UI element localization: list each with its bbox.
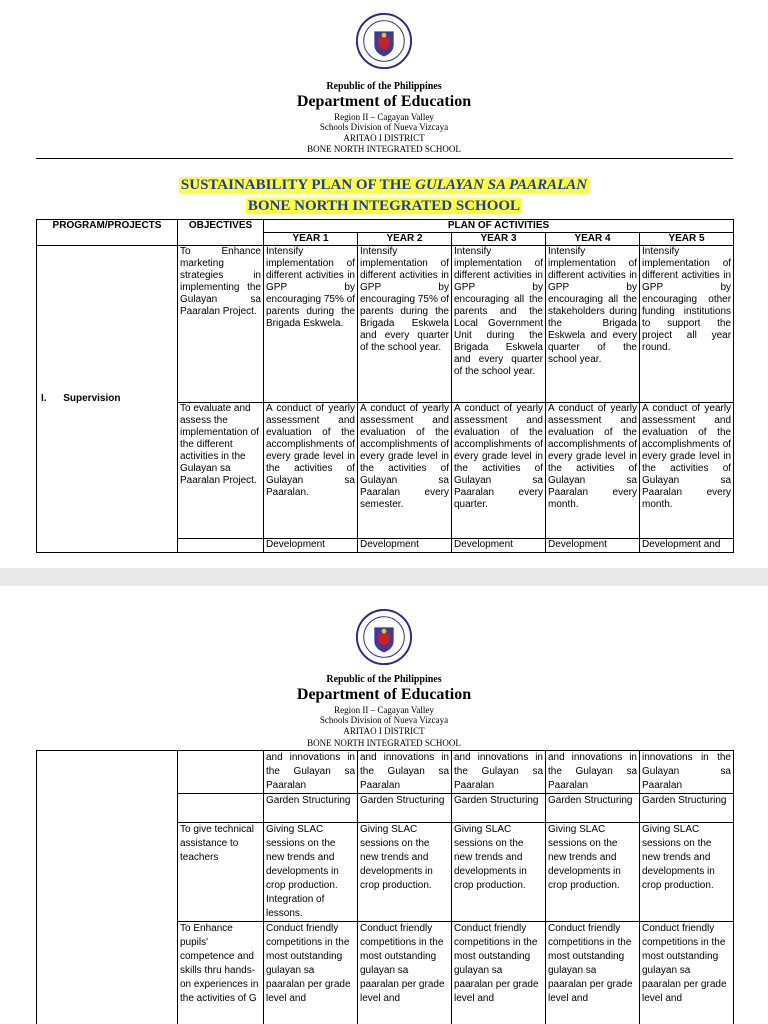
year-1-cell: Intensify implementation of different activities in GPP by encouraging 75% of parents during the Brigada Eskwela.: [264, 246, 358, 403]
year-3-header: YEAR 3: [452, 233, 546, 246]
year-1-cell: Development: [264, 539, 358, 553]
year-5-header: YEAR 5: [640, 233, 734, 246]
objective-cell: [178, 751, 264, 794]
year-4-cell: Giving SLAC sessions on the new trends and developments in crop production.: [546, 823, 640, 922]
year-5-cell: Development and: [640, 539, 734, 553]
year-1-cell: Giving SLAC sessions on the new trends and developments in crop production. Integration of lessons.: [264, 823, 358, 922]
program-cell: [37, 246, 178, 553]
objectives-header: OBJECTIVES: [178, 220, 264, 246]
year-5-cell: Giving SLAC sessions on the new trends and developments in crop production.: [640, 823, 734, 922]
year-3-cell: A conduct of yearly assessment and evaluation of the accomplishments of every grade level in the activities of Gulayan sa Paaralan every quarter.: [452, 403, 546, 539]
department-title: Department of Education: [296, 686, 472, 703]
objective-cell: To give technical assistance to teachers: [178, 823, 264, 922]
plan-subtitle-text: BONE NORTH INTEGRATED SCHOOL: [247, 198, 521, 214]
district-label: ARITAO I DISTRICT: [343, 133, 425, 143]
year-4-cell: Conduct friendly competitions in the most outstanding gulayan sa paaralan per grade level and: [546, 922, 640, 1024]
sustainability-plan-table-continued: [36, 750, 734, 1024]
year-2-cell: Giving SLAC sessions on the new trends and developments in crop production.: [358, 823, 452, 922]
objective-cell: To Enhance pupils' competence and skills thru hands-on experiences in the activities of G: [178, 922, 264, 1024]
objective-cell: To Enhance marketing strategies in implementing the Gulayan sa Paaralan Project.: [178, 246, 264, 403]
year-3-cell: Development: [452, 539, 546, 553]
year-2-cell: Intensify implementation of different activities in GPP by encouraging 75% of parents during the Brigada Eskwela and every quarter of the school year.: [358, 246, 452, 403]
header-divider: [36, 158, 733, 159]
year-1-cell: and innovations in the Gulayan sa Paaralan: [264, 751, 358, 794]
year-2-cell: and innovations in the Gulayan sa Paaralan: [358, 751, 452, 794]
year-3-cell: Intensify implementation of different activities in GPP by encouraging all the parents and the Local Government Unit during the Brigada Eskwela and every quarter of the school year.: [452, 246, 546, 403]
objective-cell: [178, 539, 264, 553]
program-name: Supervision: [63, 393, 121, 404]
objective-cell: [178, 794, 264, 823]
year-3-cell: Garden Structuring: [452, 794, 546, 823]
deped-seal-icon: [355, 12, 413, 70]
year-2-header: YEAR 2: [358, 233, 452, 246]
school-label: BONE NORTH INTEGRATED SCHOOL: [307, 144, 461, 154]
year-4-cell: Intensify implementation of different activities in GPP by encouraging all the stakeholders during the Brigada Eskwela and every quarter of the school year.: [546, 246, 640, 403]
year-5-cell: Garden Structuring: [640, 794, 734, 823]
document-page-2: [0, 586, 768, 1024]
program-header: PROGRAM/PROJECTS: [37, 220, 178, 246]
year-4-cell: Development: [546, 539, 640, 553]
year-3-cell: and innovations in the Gulayan sa Paaralan: [452, 751, 546, 794]
plan-title-prefix: SUSTAINABILITY PLAN OF THE: [180, 177, 416, 193]
year-2-cell: Conduct friendly competitions in the most outstanding gulayan sa paaralan per grade level and: [358, 922, 452, 1024]
year-2-cell: Development: [358, 539, 452, 553]
year-5-cell: Conduct friendly competitions in the most outstanding gulayan sa paaralan per grade level and: [640, 922, 734, 1024]
plan-header: PLAN OF ACTIVITIES: [264, 220, 734, 233]
program-cell: [37, 751, 178, 1024]
sustainability-plan-table: [36, 219, 734, 553]
district-label: ARITAO I DISTRICT: [343, 726, 425, 736]
year-3-cell: Giving SLAC sessions on the new trends and developments in crop production.: [452, 823, 546, 922]
year-1-header: YEAR 1: [264, 233, 358, 246]
table-row: [37, 751, 734, 794]
division-label: Schools Division of Nueva Vizcaya: [319, 122, 449, 132]
year-5-cell: Intensify implementation of different activities in GPP by encouraging other funding institutions to support the project all year round.: [640, 246, 734, 403]
republic-label: Republic of the Philippines: [326, 81, 442, 92]
deped-seal-icon: [355, 608, 413, 666]
year-1-cell: Garden Structuring: [264, 794, 358, 823]
region-label: Region II – Cagayan Valley: [334, 705, 434, 715]
year-4-cell: and innovations in the Gulayan sa Paaralan: [546, 751, 640, 794]
table-row: [37, 246, 734, 403]
plan-title-italic: GULAYAN SA PAARALAN: [415, 177, 588, 193]
year-5-cell: A conduct of yearly assessment and evaluation of the accomplishments of every grade level in the activities of Gulayan sa Paaralan every month.: [640, 403, 734, 539]
school-label: BONE NORTH INTEGRATED SCHOOL: [307, 738, 461, 748]
year-4-cell: A conduct of yearly assessment and evaluation of the accomplishments of every grade level in the activities of Gulayan sa Paaralan every month.: [546, 403, 640, 539]
region-label: Region II – Cagayan Valley: [334, 112, 434, 122]
year-5-cell: innovations in the Gulayan sa Paaralan: [640, 751, 734, 794]
year-2-cell: A conduct of yearly assessment and evaluation of the accomplishments of every grade level in the activities of Gulayan sa Paaralan every semester.: [358, 403, 452, 539]
division-label: Schools Division of Nueva Vizcaya: [319, 715, 449, 725]
year-3-cell: Conduct friendly competitions in the most outstanding gulayan sa paaralan per grade level and: [452, 922, 546, 1024]
republic-label: Republic of the Philippines: [326, 674, 442, 685]
department-title: Department of Education: [296, 93, 472, 110]
plan-subtitle: [0, 198, 768, 215]
year-1-cell: A conduct of yearly assessment and evaluation of the accomplishments of every grade level in the activities of Gulayan sa Paaralan.: [264, 403, 358, 539]
plan-title: [0, 177, 768, 194]
year-1-cell: Conduct friendly competitions in the most outstanding gulayan sa paaralan per grade level and: [264, 922, 358, 1024]
year-2-cell: Garden Structuring: [358, 794, 452, 823]
year-4-cell: Garden Structuring: [546, 794, 640, 823]
year-4-header: YEAR 4: [546, 233, 640, 246]
program-number: I.: [41, 393, 47, 404]
objective-cell: To evaluate and assess the implementation of the different activities in the Gulayan sa Paaralan Project.: [178, 403, 264, 539]
